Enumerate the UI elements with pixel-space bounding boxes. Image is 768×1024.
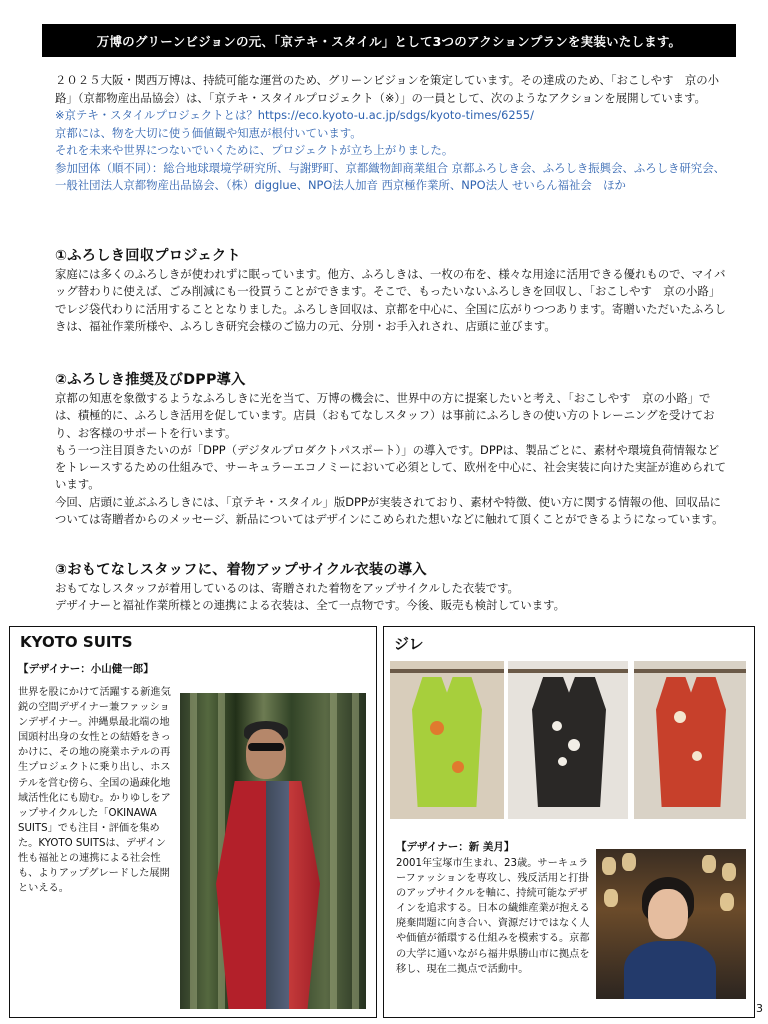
section-title: ①ふろしき回収プロジェクト [55, 248, 241, 264]
project-note-link[interactable]: ※京テキ・スタイルプロジェクトとは？https://eco.kyoto-u.ac.jp/sdgs/kyoto-times/6255/ [55, 108, 534, 122]
gilet-photo-green [390, 661, 504, 819]
section-title: ③おもてなしスタッフに、着物アップサイクル衣装の導入 [55, 562, 427, 578]
designer-name: 【デザイナー：小山健一郎】 [18, 663, 154, 675]
panel-title: KYOTO SUITS [20, 633, 133, 651]
designer-bio: 2001年宝塚市生まれ、23歳。サーキュラーファッションを専攻し、残反活用と打掛のアップサイクルを軸に、持続可能なデザインを追求する。日本の繊維産業が抱える廃棄問題に向き合い、資源だけではなく人や価値が循環する仕組みを模索する。京都の大学に通いながら福井県勝山市に拠点を移し、現在二拠点で活動中。 [396, 858, 590, 975]
section-furoshiki-collection [55, 246, 727, 335]
participants-list: 参加団体（順不同）：総合地球環境学研究所、与謝野町、京都織物卸商業組合 京都ふろしき会、ふろしき振興会、ふろしき研究会、一般社団法人京都物産出品協会、（株）digglue、NPO法人加音 西京極作業所、NPO法人 せいらん福祉会 ほか [55, 160, 725, 192]
header-banner: 万博のグリーンビジョンの元、「京テキ・スタイル」として3つのアクションプランを実装いたします。 [42, 24, 736, 57]
section-body: 家庭には多くのふろしきが使われずに眠っています。他方、ふろしきは、一枚の布を、様々な用途に活用できる優れもので、マイバッグ替わりに使えば、ごみ削減にも一役買うことができます。そこで、もったいないふろしきを回収し、「おこしやす 京の小路」でレジ袋代わりに活用することとなりました。ふろしき回収は、京都を中心に、全国に広がりつつあります。寄贈いただいたふろしきは、福祉作業所様や、ふろしき研究会様のご協力の元、分別・お手入れされ、店頭に並びます。 [55, 267, 726, 333]
intro-text: ２０２５大阪・関西万博は、持続可能な運営のため、グリーンビジョンを策定しています。その達成のため、「おこしやす 京の小路」（京都物産出品協会）は、「京テキ・スタイルプロジェクト（※）」の一員として、次のようなアクションを展開しています。 [55, 73, 720, 105]
project-note-line: それを未来や世界につないでいくために、プロジェクトが立ち上がりました。 [55, 143, 454, 157]
intro-block [55, 72, 727, 195]
section-body: 京都の知恵を象徴するようなふろしきに光を当て、万博の機会に、世界中の方に提案したいと考え、「おこしやす 京の小路」では、積極的に、ふろしき活用を促しています。店員（おもてなしスタッフ）は事前にふろしきの使い方のトレーニングを受けており、お客様のサポートを行います。 [55, 391, 715, 440]
panel-title: ジレ [394, 635, 424, 653]
page-number: 3 [756, 1002, 763, 1015]
section-body: 今回、店頭に並ぶふろしきには、「京テキ・スタイル」版DPPが実装されており、素材や特徴、使い方に関する情報の他、回収品については寄贈者からのメッセージ、新品についてはデザインにこめられた想いなどに触れて頂くことができるようになっています。 [55, 494, 724, 527]
designer-bio: 世界を股にかけて活躍する新進気鋭の空間デザイナー兼ファッションデザイナー。沖縄県最北端の地 国頭村出身の女性との結婚をきっかけに、その地の廃業ホテルの再生プロジェクトに乗り出し、ホステルを営む傍ら、全国の過疎化地域活性化にも励む。かりゆしをアップサイクルした「OKINAWA SUITS」でも注目・評価を集めた。KYOTO SUITSは、デザイン性も福祉との連携による社会性も、よりアップグレードした展開といえる。 [18, 687, 171, 895]
kyoto-suits-panel [9, 626, 377, 1018]
project-note-line: 京都には、物を大切に使う価値観や知恵が根付いています。 [55, 125, 362, 140]
section-body: おもてなしスタッフが着用しているのは、寄贈された着物をアップサイクルした衣装です。 [55, 581, 519, 595]
designer-photo [596, 849, 746, 999]
gilet-photo-red [634, 661, 746, 819]
designer-photo [180, 693, 366, 1009]
designer-name: 【デザイナー：新 美月】 [396, 841, 515, 853]
section-furoshiki-dpp [55, 370, 727, 528]
gilet-photo-black [508, 661, 628, 819]
section-title: ②ふろしき推奨及びDPP導入 [55, 372, 246, 388]
section-kimono-upcycle [55, 560, 727, 615]
gilet-panel [383, 626, 755, 1018]
section-body: もう一つ注目頂きたいのが「DPP（デジタルプロダクトパスポート）」の導入です。DPPは、製品ごとに、素材や環境負荷情報などをトレースするための仕組みで、サーキュラーエコノミーにおいて必須として、欧州を中心に、社会実装に向けた実証が進められています。 [55, 442, 727, 492]
section-body: デザイナーと福祉作業所様との連携による衣装は、全て一点物です。今後、販売も検討しています。 [55, 598, 565, 613]
